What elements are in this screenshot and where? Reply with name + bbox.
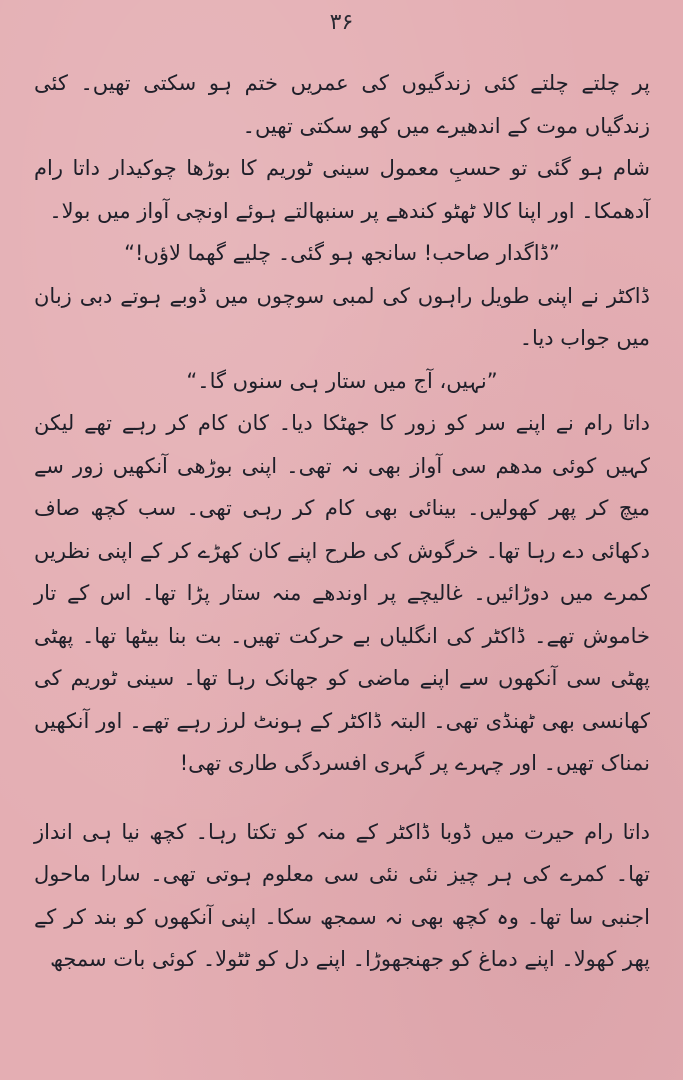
paragraph-5: داتا رام حیرت میں ڈوبا ڈاکٹر کے منہ کو تکتا رہا۔ کچھ نیا ہی انداز تھا۔ کمرے کی ہر چیز نئی نئی سی معلوم ہوتی تھی۔ سارا ماحول اجنبی سا تھا۔ وہ کچھ بھی نہ سمجھ سکا۔ اپنی آنکھوں کو بند کر کے پھر کھولا۔ اپنے دماغ کو جھنجھوڑا۔ اپنے دل کو ٹٹولا۔ کوئی بات سمجھ	[34, 819, 650, 971]
dialogue-chowkidar: ”ڈاگدار صاحب! سانجھ ہو گئی۔ چلیے گھما لاؤں!“	[124, 241, 560, 265]
paragraph-2: شام ہو گئی تو حسبِ معمول سینی ٹوریم کا بوڑھا چوکیدار داتا رام آدھمکا۔ اور اپنا کالا ٹھٹو کندھے پر سنبھالتے ہوئے اونچی آواز میں بولا۔	[34, 156, 650, 223]
page-text	[34, 62, 650, 981]
paragraph-3: ڈاکٹر نے اپنی طویل راہوں کی لمبی سوچوں میں ڈوبے ہوتے دبی زبان میں جواب دیا۔	[34, 283, 650, 350]
paragraph-4: داتا رام نے اپنے سر کو زور کا جھٹکا دیا۔ کان کام کر رہے تھے لیکن کہیں کوئی مدھم سی آواز بھی نہ تھی۔ اپنی بوڑھی آنکھیں زور سے میچ کر پھر کھولیں۔ بینائی بھی کام کر رہی تھی۔ سب کچھ صاف دکھائی دے رہا تھا۔ خرگوش کی طرح اپنے کان کھڑے کر کے اپنی نظریں کمرے میں دوڑائیں۔ غالیچے پر اوندھے منہ ستار پڑا تھا۔ اس کے تار خاموش تھے۔ ڈاکٹر کی انگلیاں بے حرکت تھیں۔ بت بنا بیٹھا تھا۔ پھٹی پھٹی سی آنکھوں سے اپنے ماضی کو جھانک رہا تھا۔ سینی ٹوریم کی کھانسی بھی ٹھنڈی تھی۔ البتہ ڈاکٹر کے ہونٹ لرز رہے تھے۔ اور آنکھیں نمناک تھیں۔ اور چہرے پر گہری افسردگی طاری تھی!	[34, 411, 650, 775]
dialogue-doctor: ”نہیں، آج میں ستار ہی سنوں گا۔“	[186, 368, 498, 393]
paragraph-1: پر چلتے چلتے کئی زندگیوں کی عمریں ختم ہو سکتی تھیں۔ کئی زندگیاں موت کے اندھیرے میں کھو سکتی تھیں۔	[34, 71, 650, 138]
page-number: ۳۶	[329, 10, 354, 35]
